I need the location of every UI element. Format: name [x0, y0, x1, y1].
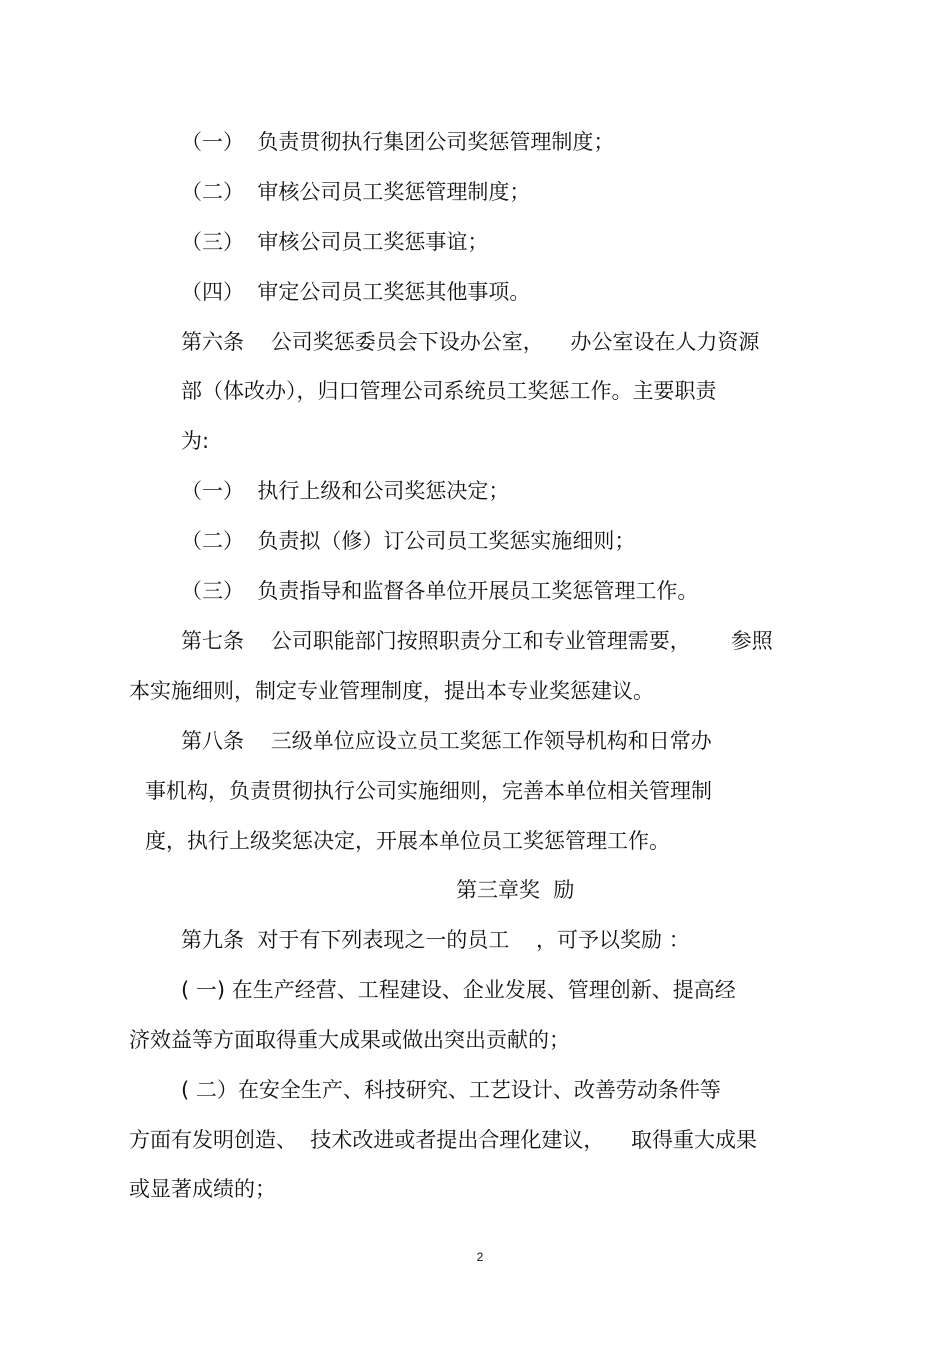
text-line: 度，执行上级奖惩决定，开展本单位员工奖惩管理工作。: [145, 829, 670, 853]
text-line: 本实施细则，制定专业管理制度，提出本专业奖惩建议。: [129, 679, 654, 703]
text-line: 方面有发明创造、 技术改进或者提出合理化建议， 取得重大成果: [129, 1128, 758, 1152]
text-line: 第六条 公司奖惩委员会下设办公室， 办公室设在人力资源: [181, 330, 760, 354]
text-line: 第七条 公司职能部门按照职责分工和专业管理需要， 参照: [181, 629, 773, 653]
text-line: （二） 负责拟（修）订公司员工奖惩实施细则；: [181, 529, 636, 553]
text-line: （三） 负责指导和监督各单位开展员工奖惩管理工作。: [181, 579, 699, 603]
text-line: 部（体改办），归口管理公司系统员工奖惩工作。主要职责: [181, 379, 717, 403]
chapter-heading: 第三章奖 励: [456, 878, 575, 902]
text-line: 济效益等方面取得重大成果或做出突出贡献的；: [129, 1028, 570, 1052]
text-line: （二） 审核公司员工奖惩管理制度；: [181, 180, 531, 204]
text-line: ( 二）在安全生产、科技研究、工艺设计、改善劳动条件等: [181, 1078, 721, 1102]
text-line: 事机构，负责贯彻执行公司实施细则，完善本单位相关管理制: [145, 779, 712, 803]
text-line: 第八条 三级单位应设立员工奖惩工作领导机构和日常办: [181, 729, 712, 753]
text-line: 为:: [181, 429, 210, 453]
text-line: 或显著成绩的；: [129, 1177, 276, 1201]
text-line: （三） 审核公司员工奖惩事谊；: [181, 230, 489, 254]
text-line: （四） 审定公司员工奖惩其他事项。: [181, 280, 531, 304]
text-line: 第九条 对于有下列表现之一的员工 ，可予以奖励 ：: [181, 928, 690, 952]
page-number: 2: [476, 1250, 484, 1264]
text-line: （一） 负责贯彻执行集团公司奖惩管理制度；: [181, 130, 615, 154]
text-line: ( 一) 在生产经营、工程建设、企业发展、管理创新、提高经: [181, 978, 736, 1002]
text-line: （一） 执行上级和公司奖惩决定；: [181, 479, 510, 503]
